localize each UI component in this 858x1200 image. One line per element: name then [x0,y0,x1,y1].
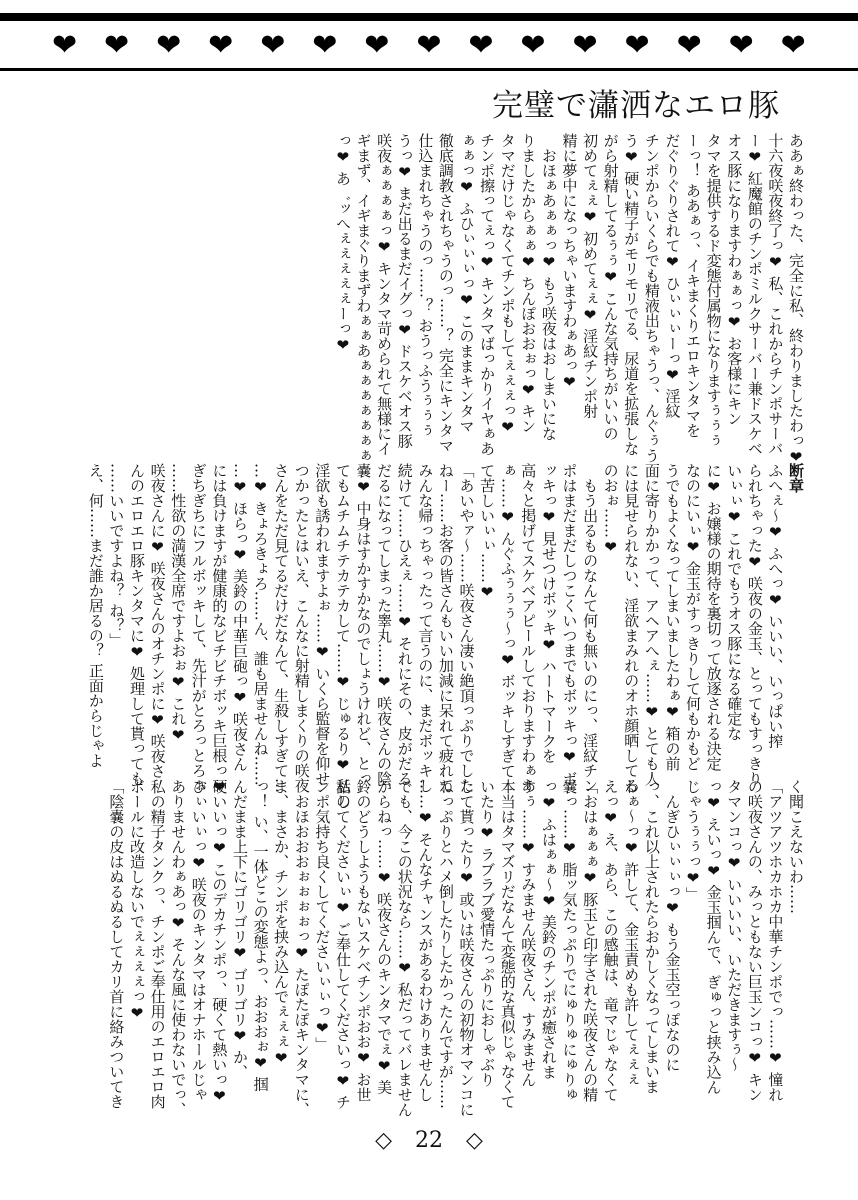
text-column: タマだけじゃなくてチンポもしてぇぇぇっ❤ [498,133,517,436]
text-column: だぐりぐりされて❤ ひぃぃぃーっ❤ 淫紋 [663,133,682,419]
page-title: 完璧で瀟洒なエロ豚 [492,88,780,124]
diamond-icon: ◇ [466,1128,483,1153]
text-column: 嚢っ……❤ 脂ッ気たっぷりでにゅりゅにゅりゅ [560,779,579,1102]
text-column: 話してくださいぃ❤ ご奉仕してくださいっ❤ チ [333,779,352,1110]
text-column: じゃうぅぅっ❤」 [684,779,703,902]
heart-icon: ❤ [52,28,78,63]
text-column: だるになってしまった睾丸……❤ 咲夜さんの陰 [375,463,394,786]
text-column: 徹底調教されちゃうのっ……？ 完全にキンタマ [436,133,455,453]
text-column: 初めてぇぇ❤ 初めてぇぇ❤ 淫紋チンポ射 [581,133,600,419]
text-column: して貰ったり❤ 或いは咲夜さんの初物オマンコに [457,779,476,1117]
text-column: られちゃった❤ 咲夜の金玉、とってもすっきり [745,463,764,786]
text-column: んのエロエロ豚キンタマに❤ 処理して貰っても [128,463,146,786]
text-column: …❤ ほらっ❤ 美鈴の中華巨砲っ❤ 咲夜さん [230,463,249,772]
text-column: わぁ～っ❤ 許して、金玉責めも許してぇぇぇ [622,779,641,1087]
text-column: ー❤ 紅魔館のチンポミルクサーバー兼ドスケベ [745,133,764,456]
section-heading: 断章 [787,463,805,493]
text-column: ま、まさか、チンポを挟み込んでぇぇぇ❤ [272,779,291,1067]
top-border-thick [0,13,858,21]
text-column: ありませんわぁあっ❤ そんな風に使わないでっ、 [169,779,188,1117]
heart-icon: ❤ [728,28,754,63]
text-column: 淫欲も誘われますよぉ……❤ いくら監督を仰せ [313,463,332,786]
text-column: ……❤ そんなチャンスがあるわけありませんし [416,779,435,1102]
text-column: っ❤ えいっ❤ 金玉掴んで、ぎゅっと挟み込ん [704,779,723,1095]
text-column: うっ❤ まだ出るまだイグっ❤ ドスケベオス豚 [395,133,414,449]
text-column: ポはまだまだしつこくいつまでもボッキっ❤ ボ [560,463,579,786]
text-column: もう出るものなんて何も無いのにっ、淫紋チン [581,463,600,793]
text-column: 「あいやァ～……咲夜さん凄い絶頂っぷりでした [457,463,476,793]
text-column: ギまず、イギまぐりまずわぁぁあぁぁぁぁぁぁぁ [354,133,373,463]
heart-icon: ❤ [572,28,598,63]
text-column: ンポ気持ち良くしてくださいぃぃっ❤」 [313,779,332,1052]
heart-row [52,27,806,65]
text-column: 続けて……ひえぇ……❤ それにその、皮がだる [395,463,414,786]
text-column: オス豚になりますわぁぁっ❤ お客様にキン [725,133,744,426]
heart-icon: ❤ [416,28,442,63]
heart-icon: ❤ [208,28,234,63]
diamond-icon: ◇ [375,1128,392,1153]
text-column: っ❤ あ゛ッへぇぇぇぇぇーっ❤ [333,133,352,354]
text-column: え、何……まだ誰か居るの？ 正面からじゃよ [86,463,105,768]
text-column: でも、今この状況なら……❤ 私だってバレません [395,779,414,1117]
text-column: には見せられない、淫欲まみれのオホ顔晒してる [622,463,641,793]
text-column: タマを提供するド変態付属物になりますぅぅぅ [704,133,723,448]
text-column: 私の精子タンクっ、チンポご奉仕用のエロエロ肉 [148,779,167,1109]
text-column: ひぃいぃっ❤ 咲夜のキンタマはオナホールじゃ [189,779,208,1102]
text-column: く聞こえないわ…… [787,779,805,914]
text-column: の咲夜さんの、みっともない巨玉ンコっ❤ キン [745,779,764,1102]
text-column: に❤ お嬢様の期待を裏切って放逐される決定 [704,463,723,771]
heart-icon: ❤ [104,28,130,63]
text-column: ぎちぎちにフルボッキして、先汁がとろっとろぉ [189,463,208,793]
text-block-middle [85,463,806,809]
text-column: チンポからいくらでも精液出ちゃうっ、んぐぅう [642,133,661,463]
text-column: のおぉ……❤ [601,463,620,556]
text-column: えっ❤ え、あら、この感触は、竜マじゃなくて [601,779,620,1102]
text-column: つかったとはいえ、こんなに射精しまくりの咲夜 [292,463,311,793]
text-column: んぎひぃぃぃっ❤ もう金玉空っぽなのに [663,779,682,1072]
text-column: ……性欲の満漢全席ですよおぉ❤ これ❤ [169,463,188,744]
text-column: ボールに改造しないでぇぇぇぇっ❤ [128,779,146,1022]
text-column: なのにいぃ❤ 金玉がすっきりして何もかもど [684,463,703,771]
text-block-upper [332,133,806,466]
text-column: てもムチムチテカテカして……❤ じゅるり❤ 私の [333,463,352,809]
text-column: 精に夢中になっちゃいますわぁあっ❤ [560,133,579,391]
heart-icon: ❤ [260,28,286,63]
text-column: 「アツアツホカホカ中華チンポでっ……❤ 憧れ [766,779,785,1102]
text-column: 仕込まれちゃうのっ……？ おうっふうぅぅぅ [416,133,435,438]
text-column: りましたからぁぁ❤ ちんぽおおぉっ❤ キン [519,133,538,434]
text-column: おほおおおぉぉぉぉっ❤ たぽたぽキンタマに、 [292,779,311,1117]
text-column: ッキっ❤ 見せつけボッキ❤ ハートマークを [539,463,558,764]
text-column: 鈴のどうしようもないスケベチンポおお❤ お世 [354,779,373,1102]
heart-icon: ❤ [312,28,338,63]
heart-icon: ❤ [676,28,702,63]
text-column: ああぁ終わった、完全に私、終わりましたわっ❤ [787,133,805,466]
text-block-lower [106,779,806,1117]
text-column: ぁぁっ❤ ふひぃぃぃっ❤ このままキンタマ [457,133,476,434]
text-column: すぅ……❤ すみません咲夜さん、すみません [519,779,538,1087]
text-column: て苦しいぃぃ……❤ [478,463,497,601]
text-column: 咲夜ぁぁぁぁっ❤ キンタマ苛められて無様にイ [375,133,394,456]
text-column: う❤ 硬い精子がモリモリでる、尿道を拡張しな [622,133,641,456]
text-column: さんをただ見てるだけだなんて、生殺しすぎて… [272,463,291,793]
heart-icon: ❤ [780,28,806,63]
text-column: みんな帰っちゃったって言うのに、まだボッキし [416,463,435,793]
heart-icon: ❤ [468,28,494,63]
heart-icon: ❤ [156,28,182,63]
text-column: がら射精してるぅぅ❤ こんな気持ちがいいの [601,133,620,441]
text-column: 本当はタマズリだなんて変態的な真似じゃなくて [498,779,517,1109]
text-column: いたり❤ ラブラブ愛情たっぷりにおしゃぶり [478,779,497,1087]
text-column: ねー……お客の皆さんもいい加減に呆れて疲れて [436,463,455,793]
text-column: いぃぃ❤ これでもうオス豚になる確定な [725,463,744,741]
heart-icon: ❤ [520,28,546,63]
heart-icon: ❤ [624,28,650,63]
text-column: ねっぷりとハメ倒したりしたかったんですが…… [436,779,455,1109]
text-column: からねっ……❤ 咲夜さんのキンタマでぇ❤ 美 [375,779,394,1095]
text-column: 硬いいっ❤ このデカチンポっ、硬くて熱いっ❤ [210,779,229,1105]
text-column: チンポ擦ってぇっ❤ キンタマばっかりイヤぁあ [478,133,497,456]
text-column: っ❤ ふはぁぁ～❤ 美鈴のチンポが癒されま [539,779,558,1080]
text-column: 「陰嚢の皮はぬるぬるしてカリ首に絡みついてき [107,779,126,1109]
text-column: 面に寄りかかって、アヘアへぇ……❤ とても人 [642,463,661,786]
page-number: 22 [415,1128,443,1153]
text-column: っ！ い、一体どこの変態よっ、おおおぉ❤ 掴 [251,779,270,1092]
text-column: うでもよくなってしまいましたわぁ❤ 箱の前 [663,463,682,771]
text-column: んだまま上下にゴリゴリ❤ ゴリゴリ❤ か、 [230,779,249,1080]
top-border-thin [0,68,858,71]
text-column: ふへぇ～❤ ふへっ❤ いいい、いっぱい搾 [766,463,785,749]
text-column: 十六夜咲夜終了っ❤ 私、これからチンポサーバ [766,133,785,456]
text-column: タマンコっ❤ いいいい、いただきますぅ～ [725,779,744,1072]
text-column: っ、これ以上されたらおかしくなってしまいま [642,779,661,1094]
text-column: ーっ！ ああぁっ、イキまくりエロキンタマを [684,133,703,438]
text-column: ぁ……❤ んぐふぅぅぅ～っ❤ ボッキしすぎて [498,463,517,779]
heart-icon: ❤ [364,28,390,63]
text-column: 高々と掲げてスケベアピールしておりますわぁあ [519,463,538,793]
text-column: には負けますが健康的なビチビチボッキ巨根っ❤ [210,463,229,796]
text-column: 咲夜さんに❤ 咲夜さんのオチンポに❤ 咲夜さ [148,463,167,779]
text-column: 「おはぁぁぁ❤ 豚玉と印字された咲夜さんの精 [581,779,600,1102]
text-column: ……いいですよね？ ね？」 [107,463,126,648]
text-column: 嚢❤ 中身はすかすかなのでしょうけれど、とっ [354,463,373,786]
text-column: …❤ きょろきょろ……ん、誰も居ませんね…… [251,463,270,786]
page-number-footer [0,1128,858,1153]
text-column: おほぁあぁぁっ❤ もう咲夜はおしまいにな [539,133,558,441]
